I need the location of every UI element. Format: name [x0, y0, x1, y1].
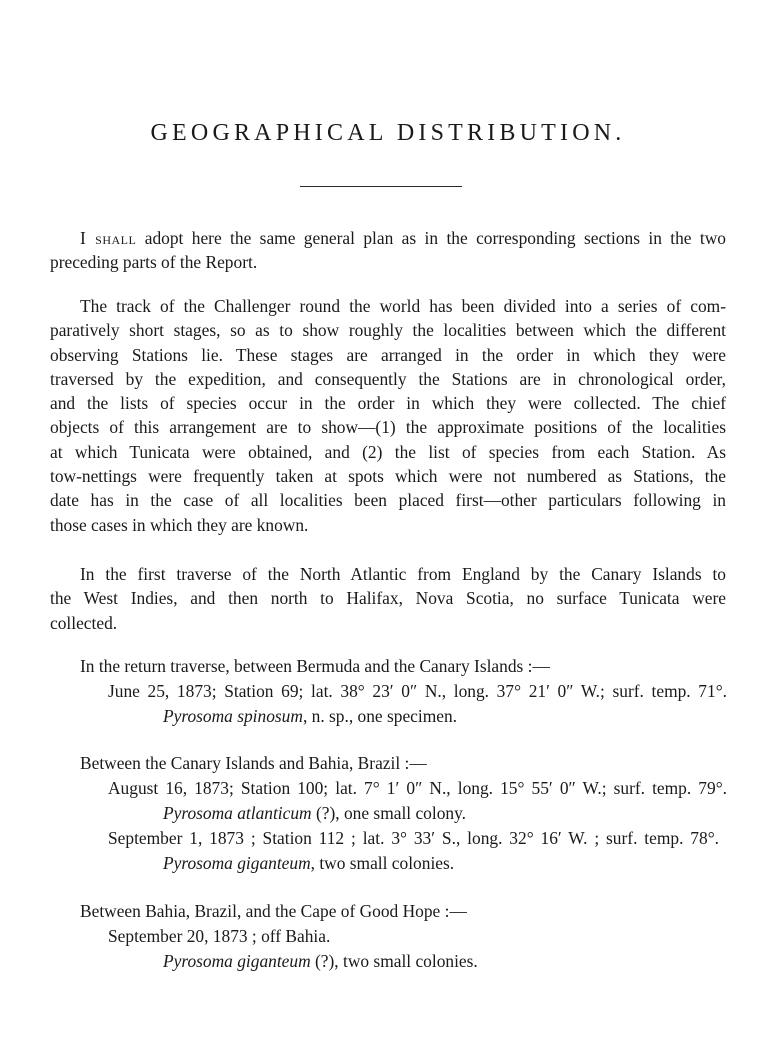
text-line: at which Tunicata were obtained, and (2) the list of species from each Station. As [50, 441, 726, 462]
species-name: Pyrosoma spinosum [163, 706, 303, 726]
text-line: the West Indies, and then north to Halifax, Nova Scotia, no surface Tunicata were [50, 588, 726, 609]
species-name: Pyrosoma giganteum [163, 853, 311, 873]
station-entry: August 16, 1873; Station 100; lat. 7° 1′ 0″ N., long. 15° 55′ 0″ W.; surf. temp. 79°. [108, 778, 727, 798]
species-name: Pyrosoma giganteum [163, 951, 311, 971]
text-line: traversed by the expedition, and consequently the Stations are in chronological order, [50, 368, 726, 389]
intro-paragraph [50, 226, 726, 275]
text-line: date has in the case of all localities been placed first—other particulars following in [50, 490, 726, 511]
text-line: those cases in which they are known. [50, 514, 309, 535]
species-entry [163, 704, 457, 728]
intro-line-2: preceding parts of the Report. [50, 252, 258, 273]
text-line: objects of this arrangement are to show—(1) the approximate positions of the localities [50, 417, 726, 438]
species-name: Pyrosoma atlanticum [163, 803, 312, 823]
track-paragraph [50, 294, 726, 537]
station-entry: June 25, 1873; Station 69; lat. 38° 23′ 0″ N., long. 37° 21′ 0″ W.; surf. temp. 71°. [108, 681, 727, 701]
atlantic-paragraph [50, 562, 726, 635]
title-divider [300, 186, 462, 187]
text-line: tow-nettings were frequently taken at spots which were not numbered as Stations, the [50, 466, 726, 487]
page-title: GEOGRAPHICAL DISTRIBUTION. [150, 120, 626, 146]
species-note: (?), one small colony. [311, 803, 467, 823]
text-line: collected. [50, 612, 118, 633]
species-note: , two small colonies. [310, 853, 455, 873]
intro-small-caps: I shall [80, 228, 137, 248]
text-line: paratively short stages, so as to show roughly the localities between which the different [50, 320, 726, 341]
section-heading: In the return traverse, between Bermuda and the Canary Islands :— [80, 656, 550, 676]
species-entry [163, 801, 466, 825]
section-heading: Between Bahia, Brazil, and the Cape of Good Hope :— [80, 901, 467, 921]
species-entry [163, 949, 478, 973]
species-note: (?), two small colonies. [310, 951, 478, 971]
text-line: observing Stations lie. These stages are arranged in the order in which they were [50, 344, 726, 365]
text-line: and the lists of species occur in the order in which they were collected. The chief [50, 393, 726, 414]
intro-line-1-rest: adopt here the same general plan as in the corresponding sections in the two [136, 228, 726, 248]
station-entry: September 20, 1873 ; off Bahia. [108, 926, 331, 946]
species-entry [163, 851, 454, 875]
station-entry: September 1, 1873 ; Station 112 ; lat. 3° 33′ S., long. 32° 16′ W. ; surf. temp. 78°. [108, 828, 719, 848]
section-heading: Between the Canary Islands and Bahia, Brazil :— [80, 753, 427, 773]
intro-line-1 [50, 226, 726, 250]
text-line: In the first traverse of the North Atlantic from England by the Canary Islands to [80, 564, 726, 584]
species-note: , n. sp., one specimen. [302, 706, 458, 726]
text-line: The track of the Challenger round the world has been divided into a series of com- [80, 296, 726, 316]
